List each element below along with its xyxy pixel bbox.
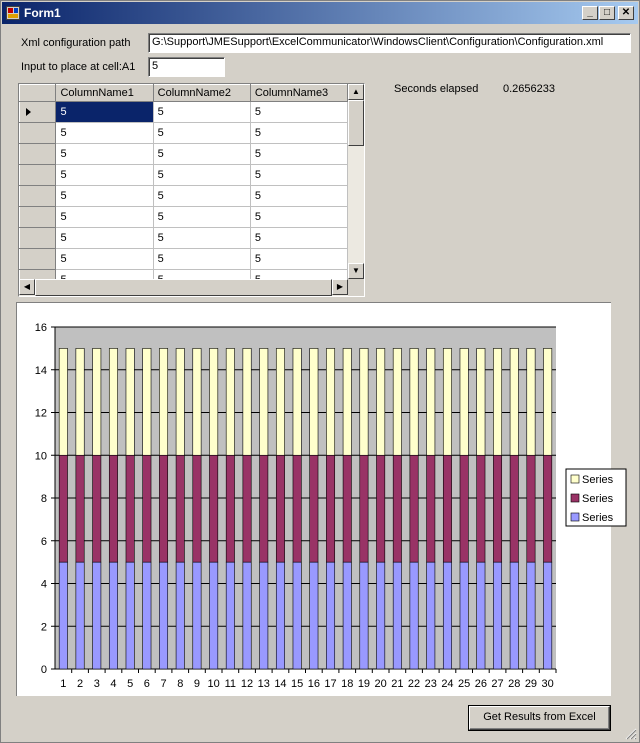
- bar-segment-s2: [76, 348, 84, 455]
- bar-segment-s0: [159, 562, 167, 669]
- bar-segment-s1: [76, 455, 84, 562]
- legend-label: Series: [582, 493, 614, 505]
- bar-segment-s2: [243, 348, 251, 455]
- bar-segment-s2: [209, 348, 217, 455]
- bar-segment-s1: [393, 455, 401, 562]
- grid-cell[interactable]: 5: [153, 102, 250, 123]
- legend-label: Series: [582, 474, 614, 486]
- y-tick-label: 8: [40, 493, 47, 505]
- table-row[interactable]: [20, 102, 348, 123]
- bar-segment-s0: [143, 562, 151, 669]
- grid-cell[interactable]: 5: [153, 207, 250, 228]
- bar-segment-s1: [260, 455, 268, 562]
- bar-segment-s1: [209, 455, 217, 562]
- bar-segment-s0: [427, 562, 435, 669]
- x-tick-label: 8: [177, 678, 184, 690]
- x-tick-label: 16: [307, 678, 320, 690]
- bar-segment-s0: [310, 562, 318, 669]
- bar-segment-s2: [443, 348, 451, 455]
- grid-cell[interactable]: 5: [250, 207, 347, 228]
- get-results-button[interactable]: Get Results from Excel: [469, 706, 610, 730]
- bar-segment-s2: [360, 348, 368, 455]
- x-tick-label: 4: [110, 678, 117, 690]
- x-tick-label: 15: [291, 678, 304, 690]
- y-tick-label: 6: [40, 535, 47, 548]
- scrollbar-corner: [348, 279, 364, 296]
- bar-segment-s2: [527, 348, 535, 455]
- xml-path-label: Xml configuration path: [21, 37, 131, 49]
- x-tick-label: 14: [274, 678, 287, 690]
- cell-a1-input[interactable]: 5: [148, 57, 225, 77]
- bar-segment-s0: [493, 562, 501, 669]
- bar-segment-s2: [310, 348, 318, 455]
- bar-segment-s0: [260, 562, 268, 669]
- bar-segment-s0: [393, 562, 401, 669]
- x-tick-label: 17: [324, 678, 337, 690]
- grid-cell[interactable]: 5: [56, 228, 153, 249]
- x-tick-label: 5: [127, 678, 134, 690]
- grid-cell[interactable]: 5: [250, 123, 347, 144]
- bar-segment-s2: [326, 348, 334, 455]
- bar-segment-s2: [176, 348, 184, 455]
- table-row[interactable]: [20, 144, 348, 165]
- y-tick-label: 10: [34, 450, 47, 463]
- y-tick-label: 4: [40, 578, 47, 591]
- bar-segment-s2: [143, 348, 151, 455]
- vertical-scrollbar[interactable]: [348, 84, 364, 279]
- table-row[interactable]: [20, 228, 348, 249]
- horizontal-scroll-thumb[interactable]: [35, 279, 332, 296]
- grid-table: [19, 84, 348, 291]
- grid-cell[interactable]: 5: [56, 249, 153, 270]
- y-tick-label: 16: [34, 322, 47, 334]
- x-tick-label: 30: [541, 678, 554, 690]
- bar-segment-s1: [460, 455, 468, 562]
- close-button[interactable]: ✕: [618, 6, 634, 20]
- grid-cell[interactable]: 5: [250, 249, 347, 270]
- bar-segment-s2: [343, 348, 351, 455]
- bar-segment-s2: [393, 348, 401, 455]
- x-tick-label: 29: [524, 678, 538, 690]
- bar-segment-s1: [243, 455, 251, 562]
- table-row[interactable]: [20, 165, 348, 186]
- bar-segment-s0: [243, 562, 251, 669]
- bar-segment-s0: [93, 562, 101, 669]
- grid-cell[interactable]: 5: [153, 165, 250, 186]
- bar-segment-s1: [360, 455, 368, 562]
- resize-grip-icon[interactable]: [625, 728, 637, 740]
- seconds-elapsed-value: 0.2656233: [503, 83, 555, 95]
- table-row[interactable]: [20, 123, 348, 144]
- scroll-right-arrow-icon[interactable]: ▶: [332, 279, 348, 295]
- table-row[interactable]: [20, 249, 348, 270]
- bar-segment-s2: [59, 348, 67, 455]
- bar-segment-s1: [493, 455, 501, 562]
- seconds-elapsed-label: Seconds elapsed: [394, 83, 479, 95]
- bar-segment-s2: [159, 348, 167, 455]
- bar-segment-s1: [376, 455, 384, 562]
- bar-segment-s0: [293, 562, 301, 669]
- bar-segment-s2: [543, 348, 551, 455]
- bar-segment-s1: [193, 455, 201, 562]
- row-header-corner[interactable]: [20, 85, 56, 102]
- minimize-button[interactable]: _: [582, 6, 598, 20]
- bar-segment-s2: [93, 348, 101, 455]
- title-bar[interactable]: [2, 2, 638, 24]
- scroll-down-arrow-icon[interactable]: ▼: [348, 263, 364, 279]
- bar-segment-s2: [276, 348, 284, 455]
- bar-segment-s1: [443, 455, 451, 562]
- app-icon[interactable]: [6, 6, 20, 20]
- bar-segment-s1: [343, 455, 351, 562]
- grid-cell[interactable]: 5: [56, 102, 153, 123]
- x-tick-label: 21: [391, 678, 404, 690]
- bar-segment-s1: [109, 455, 117, 562]
- grid-cell[interactable]: 5: [250, 186, 347, 207]
- bar-segment-s2: [193, 348, 201, 455]
- bar-segment-s0: [410, 562, 418, 669]
- row-header[interactable]: [20, 228, 56, 249]
- bar-segment-s1: [126, 455, 134, 562]
- stacked-bar-chart: [16, 302, 614, 696]
- x-tick-label: 6: [143, 678, 150, 690]
- bar-segment-s1: [510, 455, 518, 562]
- x-tick-label: 22: [407, 678, 421, 690]
- bar-segment-s2: [493, 348, 501, 455]
- grid-cell[interactable]: 5: [56, 165, 153, 186]
- bar-segment-s1: [59, 455, 67, 562]
- y-tick-label: 2: [40, 621, 47, 634]
- chart-canvas: [17, 303, 612, 697]
- legend-label: Series: [582, 512, 614, 524]
- bar-segment-s0: [343, 562, 351, 669]
- bar-segment-s0: [443, 562, 451, 669]
- x-tick-label: 3: [93, 678, 100, 690]
- bar-segment-s2: [510, 348, 518, 455]
- bar-segment-s0: [360, 562, 368, 669]
- bar-segment-s0: [477, 562, 485, 669]
- bar-segment-s0: [460, 562, 468, 669]
- x-tick-label: 25: [458, 678, 471, 690]
- bar-segment-s2: [460, 348, 468, 455]
- grid-cell[interactable]: 5: [153, 186, 250, 207]
- grid-cell[interactable]: 5: [153, 249, 250, 270]
- grid-cell[interactable]: 5: [56, 186, 153, 207]
- row-header[interactable]: [20, 144, 56, 165]
- bar-segment-s2: [293, 348, 301, 455]
- x-tick-label: 20: [374, 678, 387, 690]
- horizontal-scrollbar[interactable]: [19, 279, 348, 296]
- bar-segment-s2: [376, 348, 384, 455]
- row-header[interactable]: [20, 207, 56, 228]
- x-tick-label: 7: [160, 678, 167, 690]
- scroll-left-arrow-icon[interactable]: ◀: [19, 279, 35, 295]
- bar-segment-s1: [543, 455, 551, 562]
- grid-cell[interactable]: 5: [250, 165, 347, 186]
- x-tick-label: 9: [193, 678, 201, 690]
- bar-segment-s0: [510, 562, 518, 669]
- input-cell-label: Input to place at cell:A1: [21, 61, 136, 73]
- bar-segment-s1: [477, 455, 485, 562]
- bar-segment-s0: [59, 562, 67, 669]
- bar-segment-s0: [109, 562, 117, 669]
- bar-segment-s1: [143, 455, 151, 562]
- bar-segment-s2: [226, 348, 234, 455]
- x-tick-label: 18: [341, 678, 354, 690]
- x-tick-label: 1: [60, 678, 67, 690]
- legend-swatch: [571, 513, 579, 521]
- scroll-up-arrow-icon[interactable]: ▲: [348, 84, 364, 100]
- bar-segment-s2: [427, 348, 435, 455]
- y-tick-label: 12: [34, 407, 47, 420]
- bar-segment-s0: [376, 562, 384, 669]
- grid-cell[interactable]: 5: [56, 123, 153, 144]
- bar-segment-s0: [326, 562, 334, 669]
- x-tick-label: 24: [441, 678, 454, 690]
- x-tick-label: 12: [240, 678, 254, 690]
- grid-cell[interactable]: 5: [250, 144, 347, 165]
- data-grid[interactable]: [18, 83, 365, 297]
- x-tick-label: 19: [357, 678, 371, 690]
- bar-segment-s2: [410, 348, 418, 455]
- bar-segment-s0: [543, 562, 551, 669]
- xml-path-input[interactable]: G:\Support\JMESupport\ExcelCommunicator\WindowsClient\Configuration\Configuration.xml: [148, 33, 631, 53]
- bar-segment-s2: [126, 348, 134, 455]
- column-header[interactable]: ColumnName2: [153, 85, 250, 102]
- bar-segment-s1: [276, 455, 284, 562]
- bar-segment-s2: [109, 348, 117, 455]
- row-header[interactable]: [20, 102, 56, 123]
- x-tick-label: 28: [508, 678, 521, 690]
- bar-segment-s1: [159, 455, 167, 562]
- bar-segment-s2: [260, 348, 268, 455]
- grid-cell[interactable]: 5: [250, 102, 347, 123]
- bar-segment-s0: [276, 562, 284, 669]
- grid-cell[interactable]: 5: [153, 144, 250, 165]
- row-header[interactable]: [20, 249, 56, 270]
- bar-segment-s1: [527, 455, 535, 562]
- x-tick-label: 27: [491, 678, 504, 690]
- x-tick-label: 23: [424, 678, 437, 690]
- bar-segment-s1: [326, 455, 334, 562]
- current-row-arrow-icon: [26, 108, 31, 116]
- bar-segment-s0: [527, 562, 535, 669]
- bar-segment-s0: [76, 562, 84, 669]
- bar-segment-s0: [126, 562, 134, 669]
- table-row[interactable]: [20, 207, 348, 228]
- bar-segment-s1: [310, 455, 318, 562]
- bar-segment-s1: [226, 455, 234, 562]
- bar-segment-s1: [293, 455, 301, 562]
- bar-segment-s0: [226, 562, 234, 669]
- column-header[interactable]: ColumnName3: [250, 85, 347, 102]
- bar-segment-s2: [477, 348, 485, 455]
- x-tick-label: 10: [207, 678, 220, 690]
- vertical-scroll-thumb[interactable]: [348, 100, 364, 146]
- grid-cell[interactable]: 5: [56, 144, 153, 165]
- x-tick-label: 2: [76, 678, 84, 690]
- legend-swatch: [571, 494, 579, 502]
- bar-segment-s1: [93, 455, 101, 562]
- y-tick-label: 0: [40, 664, 47, 676]
- bar-segment-s1: [427, 455, 435, 562]
- x-tick-label: 26: [474, 678, 487, 690]
- row-header[interactable]: [20, 165, 56, 186]
- grid-cell[interactable]: 5: [250, 228, 347, 249]
- bar-segment-s1: [410, 455, 418, 562]
- legend-swatch: [571, 475, 579, 483]
- bar-segment-s0: [209, 562, 217, 669]
- window-title: Form1: [24, 6, 61, 20]
- y-tick-label: 14: [34, 364, 47, 377]
- row-header[interactable]: [20, 123, 56, 144]
- grid-cell[interactable]: 5: [56, 207, 153, 228]
- bar-segment-s0: [193, 562, 201, 669]
- grid-cell[interactable]: 5: [153, 123, 250, 144]
- bar-segment-s1: [176, 455, 184, 562]
- row-header[interactable]: [20, 186, 56, 207]
- grid-cell[interactable]: 5: [153, 228, 250, 249]
- column-header[interactable]: ColumnName1: [56, 85, 153, 102]
- bar-segment-s0: [176, 562, 184, 669]
- x-tick-label: 11: [224, 678, 237, 690]
- maximize-button[interactable]: □: [599, 6, 615, 20]
- table-row[interactable]: [20, 186, 348, 207]
- x-tick-label: 13: [257, 678, 270, 690]
